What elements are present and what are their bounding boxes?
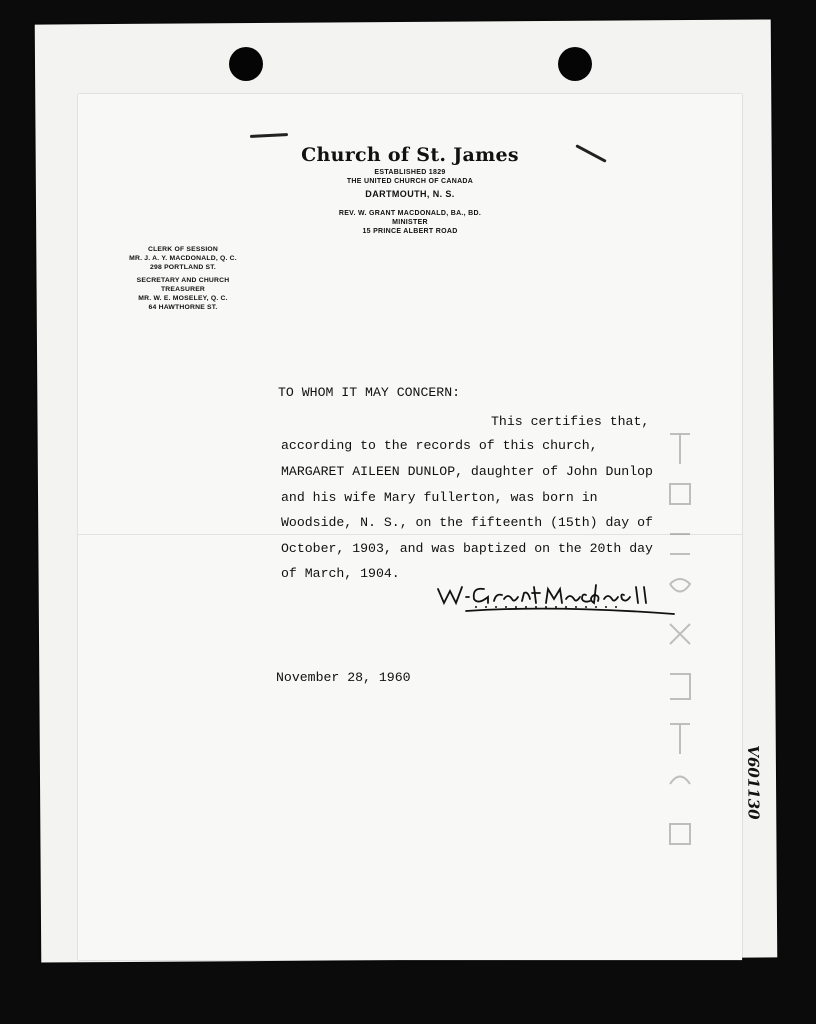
file-number-stamp: V601130 bbox=[743, 745, 763, 820]
city-line: DARTMOUTH, N. S. bbox=[365, 189, 455, 199]
minister-title: MINISTER bbox=[392, 219, 428, 226]
treasurer-title-1: SECRETARY AND CHURCH bbox=[136, 277, 230, 284]
letter-line-1: This certifies that, bbox=[491, 414, 650, 429]
treasurer-name: MR. W. E. MOSELEY, Q. C. bbox=[138, 295, 228, 302]
punch-hole-left bbox=[229, 47, 263, 81]
letter-line-7: of March, 1904. bbox=[281, 566, 400, 581]
letter-line-5: Woodside, N. S., on the fifteenth (15th) day of bbox=[281, 515, 653, 530]
established-line: ESTABLISHED 1829 bbox=[374, 169, 446, 176]
letter-line-4: and his wife Mary fullerton, was born in bbox=[281, 490, 598, 505]
treasurer-title-2: TREASURER bbox=[160, 286, 206, 293]
letter-line-6: October, 1903, and was baptized on the 20th day bbox=[281, 541, 653, 556]
clerk-title: CLERK OF SESSION bbox=[147, 246, 219, 253]
letter-line-2: according to the records of this church, bbox=[281, 438, 598, 453]
reverse-side-bleed-through bbox=[660, 424, 700, 884]
minister-signature bbox=[436, 581, 681, 621]
punch-hole-right bbox=[558, 47, 592, 81]
clerk-of-session-block bbox=[108, 245, 258, 272]
denomination-line: THE UNITED CHURCH OF CANADA bbox=[346, 178, 474, 185]
salutation: TO WHOM IT MAY CONCERN: bbox=[278, 385, 461, 400]
treasurer-block bbox=[108, 276, 258, 312]
church-name: Church of St. James bbox=[301, 144, 519, 166]
treasurer-address: 64 HAWTHORNE ST. bbox=[148, 304, 218, 311]
minister-name: REV. W. GRANT MACDONALD, BA., BD. bbox=[338, 210, 482, 217]
letter-date: November 28, 1960 bbox=[276, 670, 411, 685]
clerk-address: 298 PORTLAND ST. bbox=[150, 264, 216, 271]
fold-line bbox=[78, 534, 742, 535]
staple-left bbox=[250, 133, 288, 138]
clerk-name: MR. J. A. Y. MACDONALD, Q. C. bbox=[129, 255, 237, 262]
minister-address: 15 PRINCE ALBERT ROAD bbox=[362, 228, 458, 235]
letter-line-3: MARGARET AILEEN DUNLOP, daughter of John Dunlop bbox=[281, 464, 653, 479]
church-letter bbox=[78, 94, 742, 960]
